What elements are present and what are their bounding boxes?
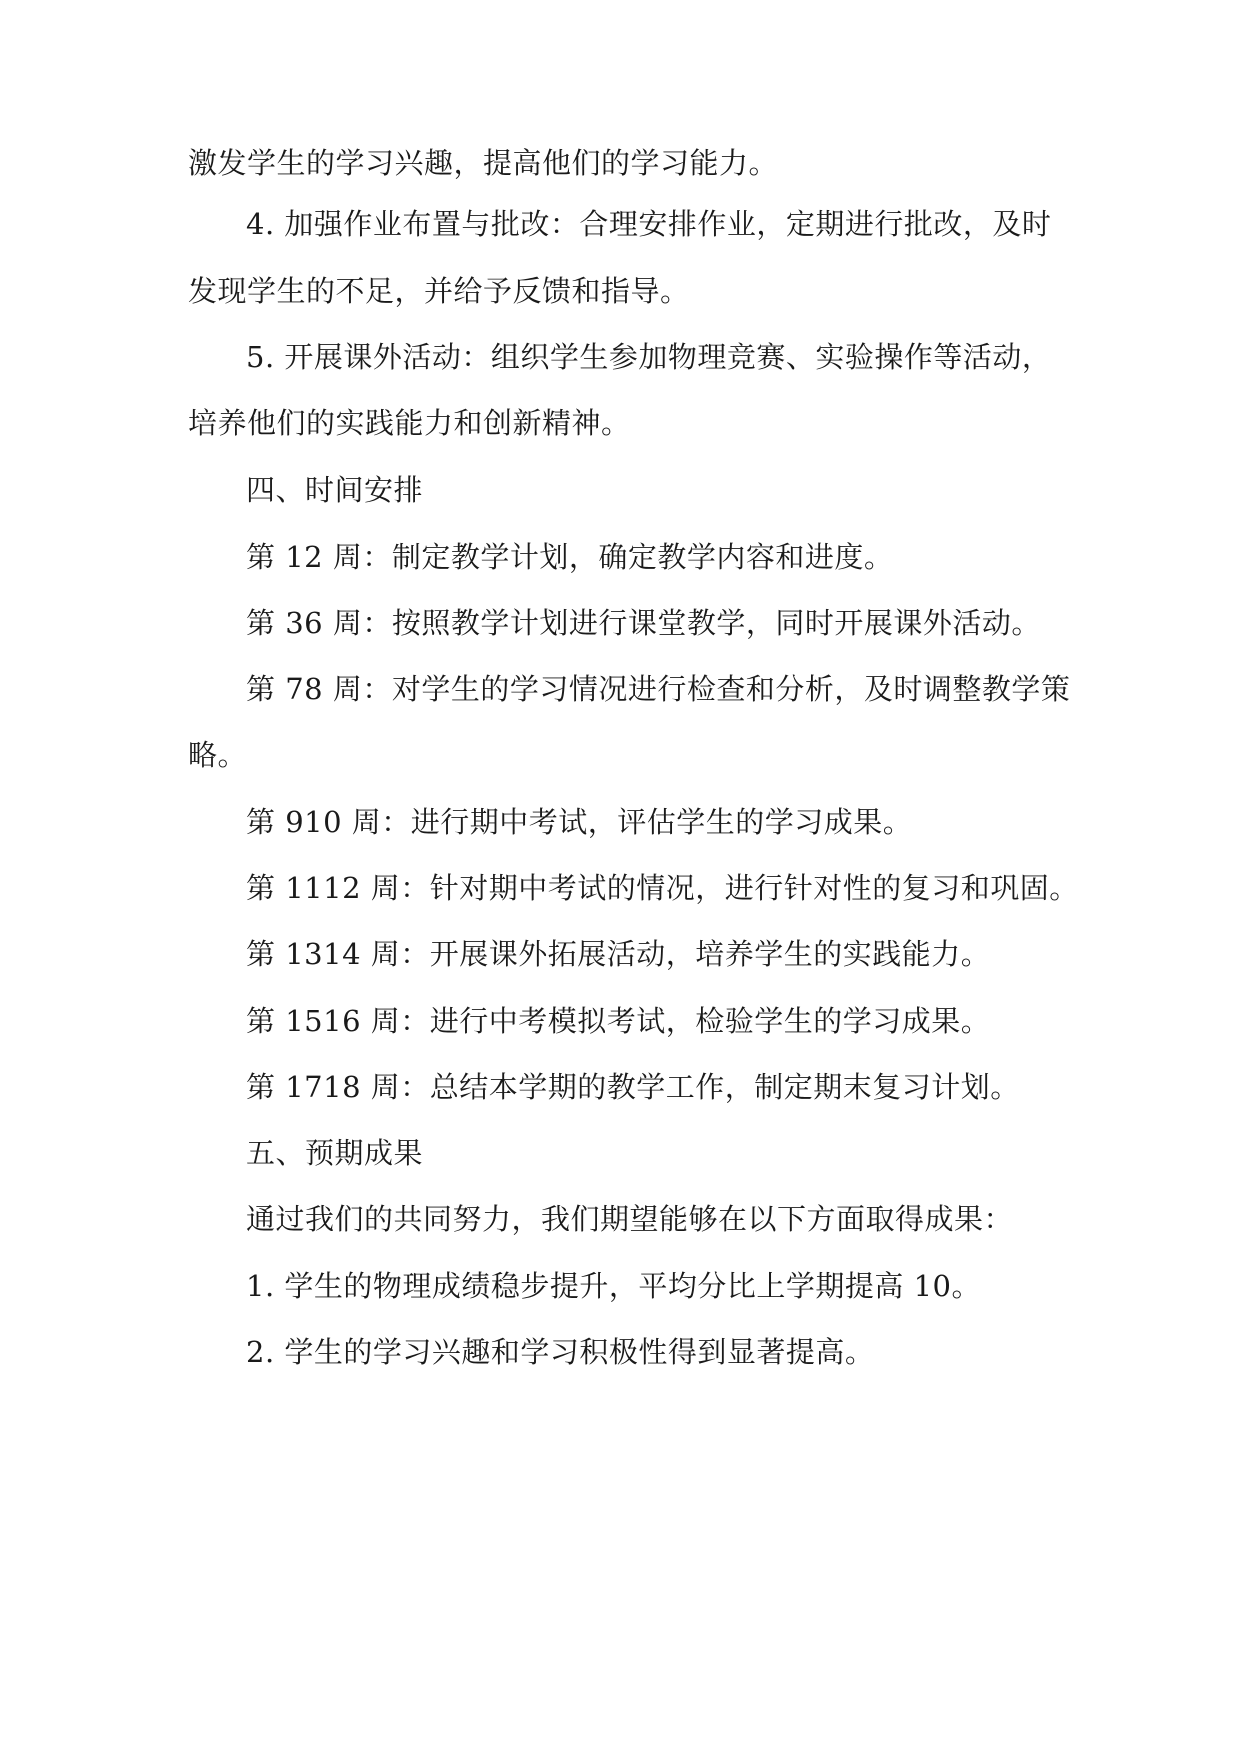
text-line: 第 1112 周：针对期中考试的情况，进行针对性的复习和巩固。 xyxy=(246,871,1079,905)
text-line: 2. 学生的学习兴趣和学习积极性得到显著提高。 xyxy=(246,1335,875,1369)
text-line: 4. 加强作业布置与批改：合理安排作业，定期进行批改，及时 xyxy=(246,207,1052,241)
section-heading: 五、预期成果 xyxy=(246,1136,424,1170)
text-line: 发现学生的不足，并给予反馈和指导。 xyxy=(188,274,690,308)
text-line: 第 910 周：进行期中考试，评估学生的学习成果。 xyxy=(246,805,913,839)
text-line: 1. 学生的物理成绩稳步提升，平均分比上学期提高 10。 xyxy=(246,1269,982,1303)
text-line: 第 78 周：对学生的学习情况进行检查和分析，及时调整教学策 xyxy=(246,672,1071,706)
text-line: 第 36 周：按照教学计划进行课堂教学，同时开展课外活动。 xyxy=(246,606,1041,640)
text-line: 激发学生的学习兴趣，提高他们的学习能力。 xyxy=(188,146,779,180)
text-line: 通过我们的共同努力，我们期望能够在以下方面取得成果： xyxy=(246,1202,1014,1236)
text-line: 培养他们的实践能力和创新精神。 xyxy=(188,406,631,440)
text-line: 第 1314 周：开展课外拓展活动，培养学生的实践能力。 xyxy=(246,937,991,971)
section-heading: 四、时间安排 xyxy=(246,473,424,507)
text-line: 第 1718 周：总结本学期的教学工作，制定期末复习计划。 xyxy=(246,1070,1020,1104)
text-line: 第 12 周：制定教学计划，确定教学内容和进度。 xyxy=(246,540,894,574)
text-line: 略。 xyxy=(188,738,248,772)
text-line: 5. 开展课外活动：组织学生参加物理竞赛、实验操作等活动， xyxy=(246,340,1052,374)
text-line: 第 1516 周：进行中考模拟考试，检验学生的学习成果。 xyxy=(246,1004,991,1038)
